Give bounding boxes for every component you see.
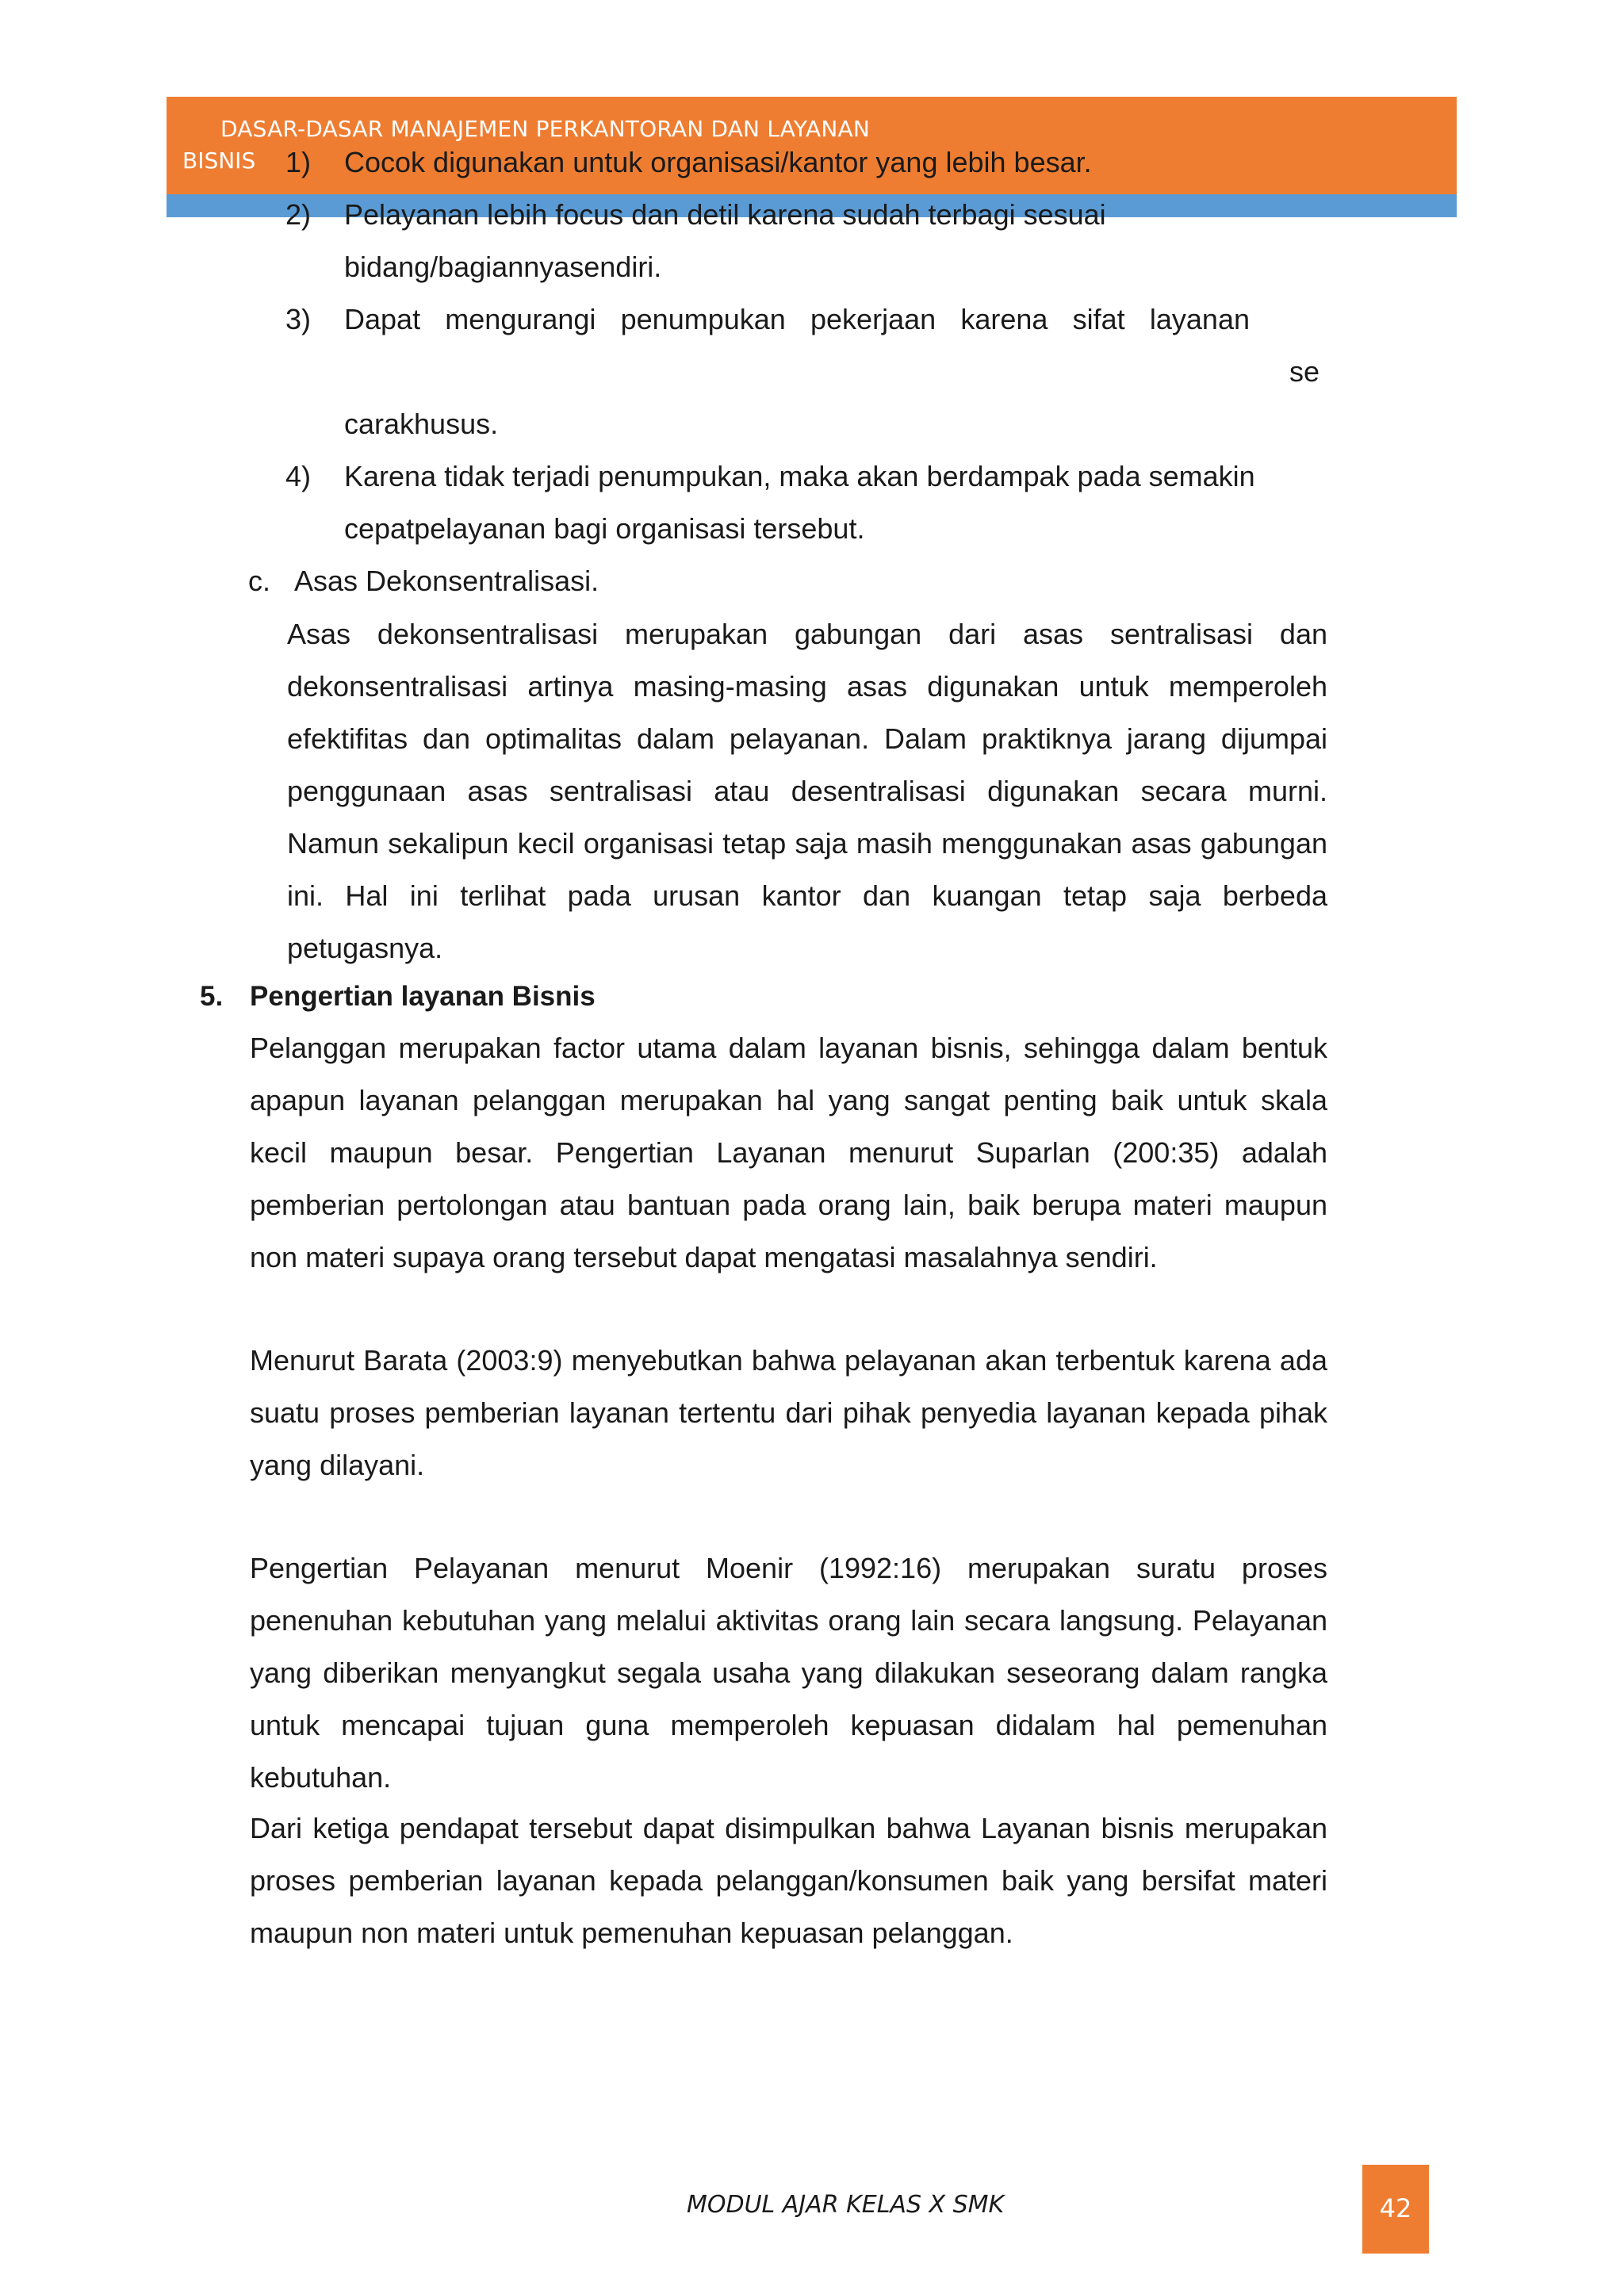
list-item-continuation: cepatpelayanan bagi organisasi tersebut. (344, 512, 865, 545)
section-c-paragraph: Asas dekonsentralisasi merupakan gabungan dari asas sentralisasi dan dekonsentralisasi artinya masing-masing asas digunakan untuk memperoleh efektifitas dan optimalitas dalam pelayanan. Dalam praktiknya jarang dijumpai penggunaan asas sentralisasi atau desentralisasi digunakan secara murni. Namun sekalipun kecil organisasi tetap saja masih menggunakan asas gabungan ini. Hal ini terlihat pada urusan kantor dan kuangan tetap saja berbeda petugasnya. (287, 618, 1327, 964)
list-item-number: 1) (285, 146, 312, 178)
paragraph: Pengertian Pelayanan menurut Moenir (1992:16) merupakan suratu proses penenuhan kebutuhan yang melalui aktivitas orang lain secara langsung. Pelayanan yang diberikan menyangkut segala usaha yang dilakukan seseorang dalam rangka untuk mencapai tujuan guna memperoleh kepuasan didalam hal pemenuhan kebutuhan. (250, 1552, 1327, 1794)
section-c-label: c. (248, 565, 271, 597)
list-item-number: 3) (285, 303, 312, 335)
list-item-number: 2) (285, 198, 312, 231)
page-number-badge (1362, 2165, 1429, 2254)
section-5-title: Pengertian layanan Bisnis (250, 981, 596, 1012)
paragraph: Dari ketiga pendapat tersebut dapat disimpulkan bahwa Layanan bisnis merupakan proses pemberian layanan kepada pelanggan/konsumen baik yang bersifat materi maupun non materi untuk pemenuhan kepuasan pelanggan. (250, 1812, 1327, 1949)
page-number: 42 (1379, 2193, 1412, 2223)
list-item-continuation: carakhusus. (344, 408, 499, 440)
list-item-text: Karena tidak terjadi penumpukan, maka akan berdampak pada semakin (344, 460, 1255, 492)
list-item-text: Cocok digunakan untuk organisasi/kantor yang lebih besar. (344, 146, 1092, 178)
paragraph: Menurut Barata (2003:9) menyebutkan bahwa pelayanan akan terbentuk karena ada suatu proses pemberian layanan tertentu dari pihak penyedia layanan kepada pihak yang dilayani. (250, 1344, 1327, 1481)
header-title-line2: BISNIS (182, 147, 256, 174)
list-item-text-tail: se (1289, 355, 1320, 388)
section-c-title: Asas Dekonsentralisasi. (294, 565, 599, 597)
list-item-text: Dapat mengurangi penumpukan pekerjaan karena sifat layanan (344, 303, 1250, 335)
footer-label: MODUL AJAR KELAS X SMK (687, 2191, 1005, 2219)
section-5-number: 5. (200, 981, 224, 1012)
paragraph: Pelanggan merupakan factor utama dalam layanan bisnis, sehingga dalam bentuk apapun layanan pelanggan merupakan hal yang sangat penting baik untuk skala kecil maupun besar. Pengertian Layanan menurut Suparlan (200:35) adalah pemberian pertolongan atau bantuan pada orang lain, baik berupa materi maupun non materi supaya orang tersebut dapat mengatasi masalahnya sendiri. (250, 1032, 1327, 1273)
list-item-text: Pelayanan lebih focus dan detil karena sudah terbagi sesuai (344, 198, 1106, 231)
header-title-line1: DASAR-DASAR MANAJEMEN PERKANTORAN DAN LAYANAN (220, 116, 871, 142)
list-item-number: 4) (285, 460, 312, 492)
list-item-continuation: bidang/bagiannyasendiri. (344, 251, 662, 283)
